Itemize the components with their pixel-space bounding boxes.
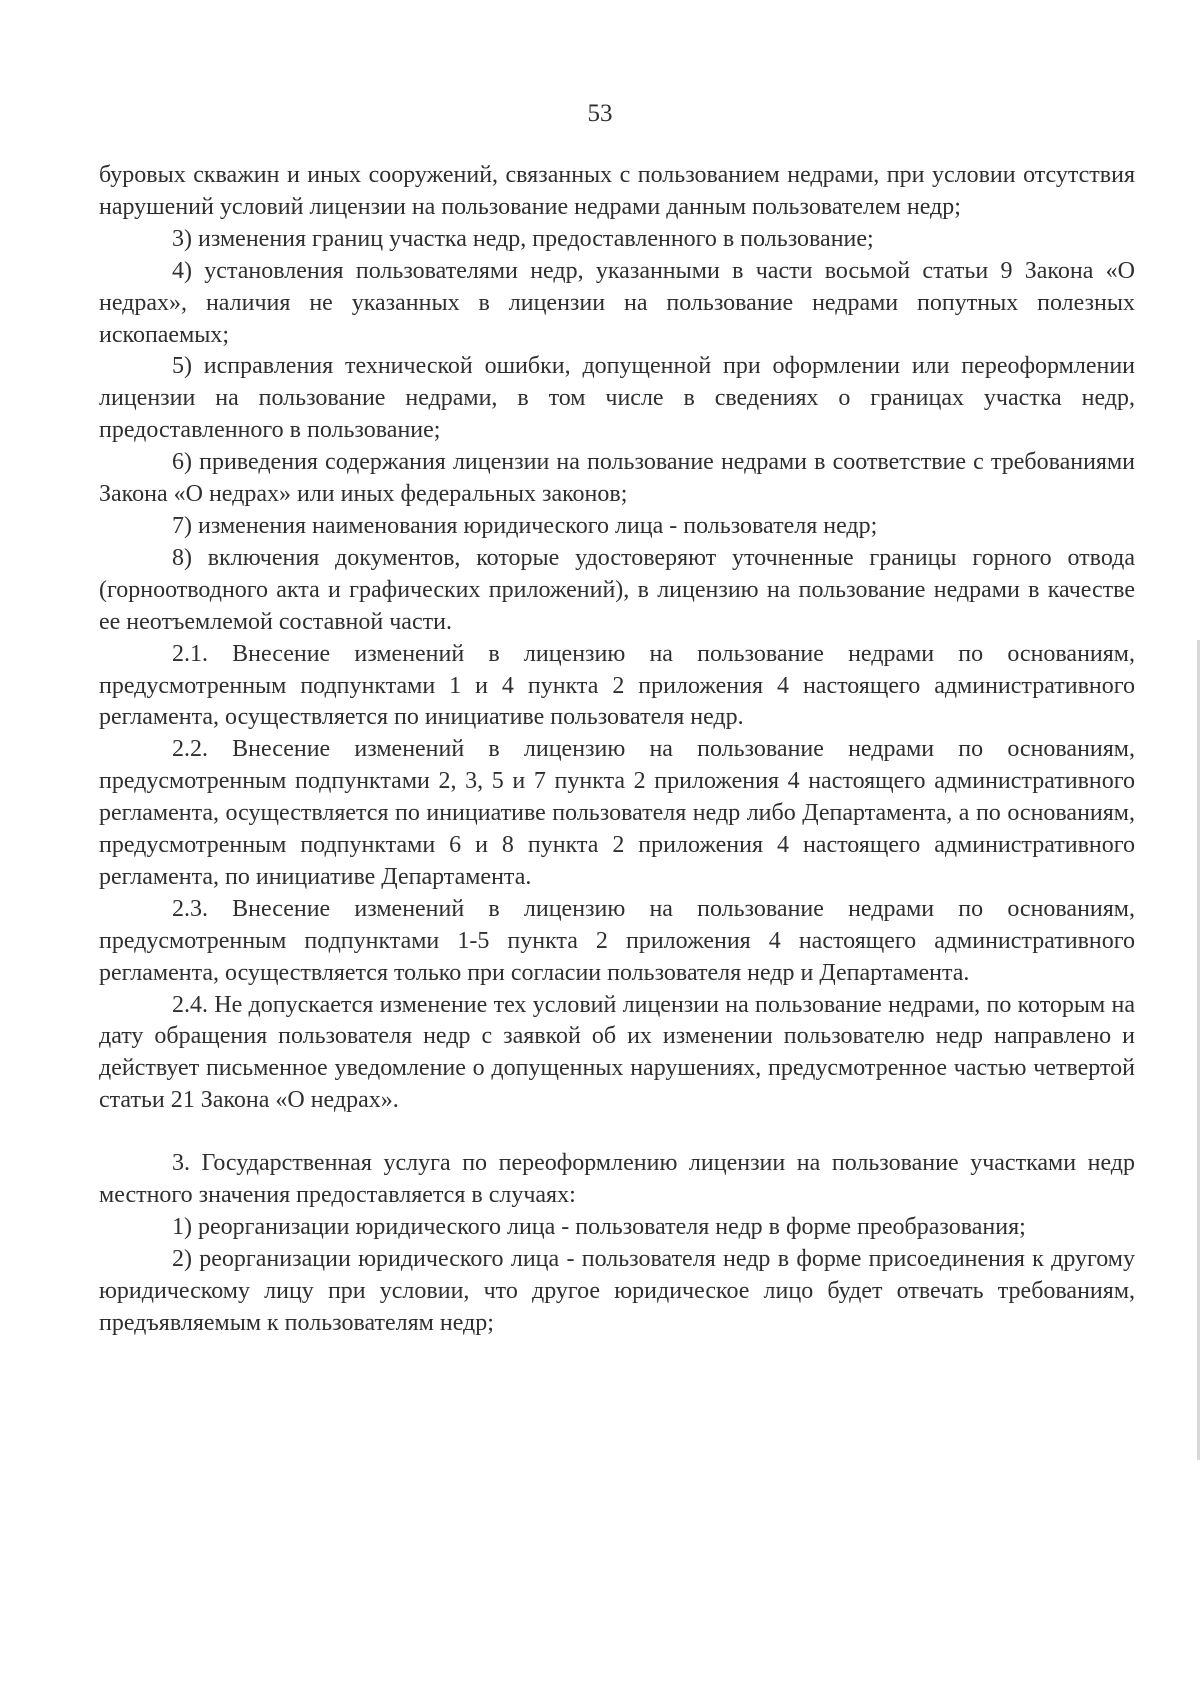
paragraph-3-item-2: 2) реорганизации юридического лица - пользователя недр в форме присоединения к другому юридическому лицу при условии, что другое юридическое лицо будет отвечать требованиям, предъявляемым к пользователям недр; — [99, 1245, 1135, 1336]
page-number: 53 — [587, 100, 613, 127]
paragraph-item-7: 7) изменения наименования юридического лица - пользователя недр; — [172, 512, 878, 539]
paragraph-item-6: 6) приведения содержания лицензии на пользование недрами в соответствие с требованиями Закона «О недрах» или иных федеральных законов; — [99, 449, 1135, 508]
paragraph-3: 3. Государственная услуга по переоформлению лицензии на пользование участками недр местного значения предоставляется в случаях: — [99, 1150, 1135, 1209]
paragraph-continuation: буровых скважин и иных сооружений, связанных с пользованием недрами, при условии отсутствия нарушений условий лицензии на пользование недрами данным пользователем недр; — [99, 162, 1135, 220]
paragraph-item-3: 3) изменения границ участка недр, предоставленного в пользование; — [172, 225, 874, 252]
document-body — [99, 160, 1135, 1340]
paragraph-item-5: 5) исправления технической ошибки, допущенной при оформлении или переоформлении лицензии на пользование недрами, в том числе в сведениях о границах участка недр, предоставленного в пользование; — [99, 353, 1135, 444]
paragraph-2-4: 2.4. Не допускается изменение тех условий лицензии на пользование недрами, по которым на дату обращения пользователя недр с заявкой об их изменении пользователю недр направлено и действует письменное уведомление о допущенных нарушениях, предусмотренное частью четвертой статьи 21 Закона «О недрах». — [99, 991, 1135, 1114]
paragraph-2-1: 2.1. Внесение изменений в лицензию на пользование недрами по основаниям, предусмотренным подпунктами 1 и 4 пункта 2 приложения 4 настоящего административного регламента, осуществляется по инициативе пользователя недр. — [99, 640, 1135, 731]
paragraph-3-item-1: 1) реорганизации юридического лица - пользователя недр в форме преобразования; — [172, 1214, 1026, 1240]
paragraph-2-3: 2.3. Внесение изменений в лицензию на пользование недрами по основаниям, предусмотренным подпунктами 1-5 пункта 2 приложения 4 настоящего административного регламента, осуществляется только при согласии пользователя недр и Департамента. — [99, 895, 1135, 986]
paragraph-item-4: 4) установления пользователями недр, указанными в части восьмой статьи 9 Закона «О недрах», наличия не указанных в лицензии на пользование недрами попутных полезных ископаемых; — [99, 257, 1135, 348]
paragraph-item-8: 8) включения документов, которые удостоверяют уточненные границы горного отвода (горноотводного акта и графических приложений), в лицензию на пользование недрами в качестве ее неотъемлемой составной части. — [99, 544, 1135, 635]
paragraph-2-2: 2.2. Внесение изменений в лицензию на пользование недрами по основаниям, предусмотренным подпунктами 2, 3, 5 и 7 пункта 2 приложения 4 настоящего административного регламента, осуществляется по инициативе пользователя недр либо Департамента, а по основаниям, предусмотренным подпунктами 6 и 8 пункта 2 приложения 4 настоящего административного регламента, по инициативе Департамента. — [99, 736, 1135, 890]
